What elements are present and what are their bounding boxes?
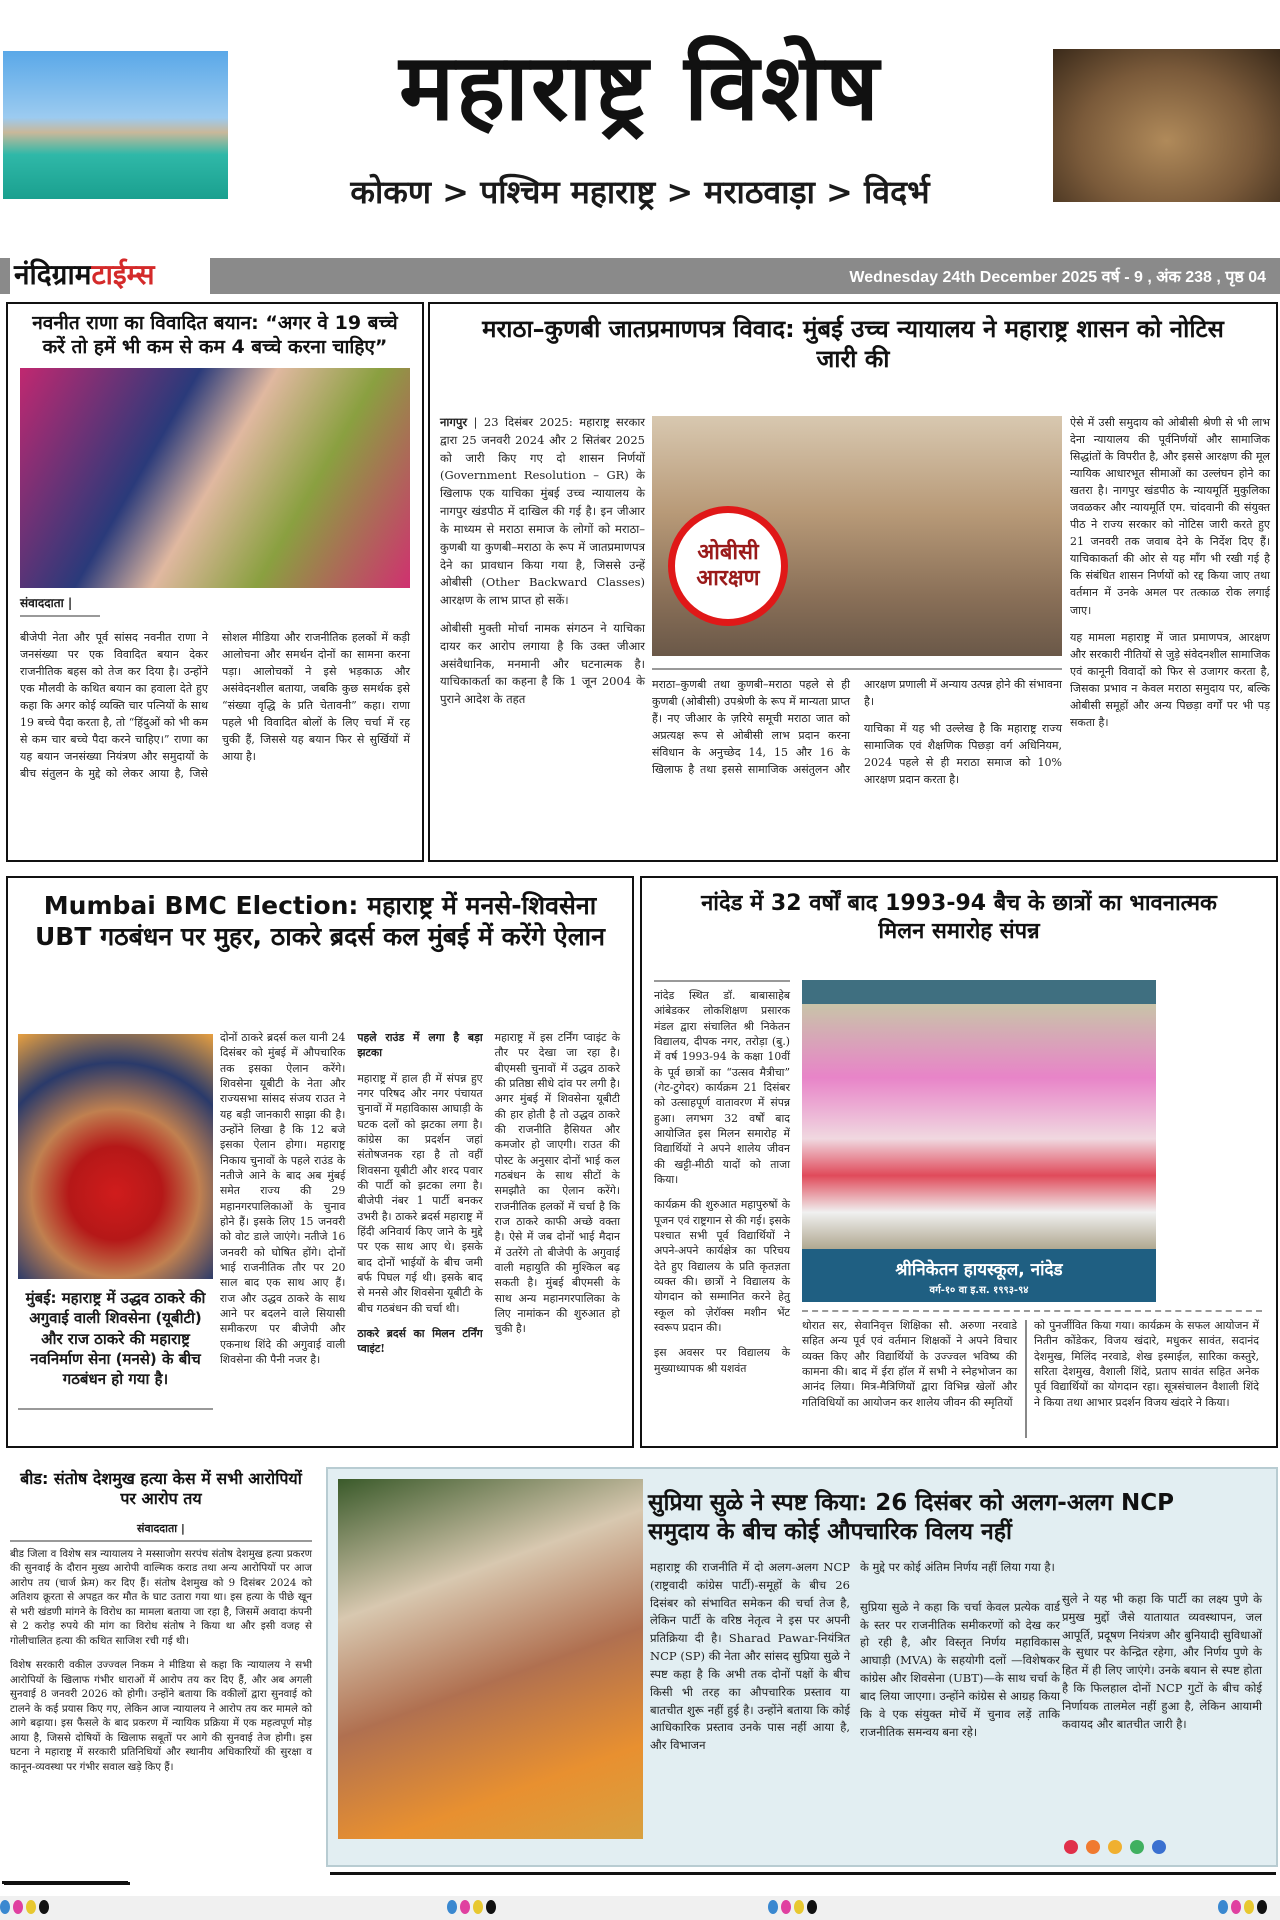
article-byline: संवाददाता | (10, 1521, 312, 1542)
article-headline: सुप्रिया सुळे ने स्पष्ट किया: 26 दिसंबर को अलग-अलग NCP समुदाय के बीच कोई औपचारिक विलय नहीं (648, 1490, 1174, 1545)
school-banner: श्रीनिकेतन हायस्कूल, नांदेड वर्ग-१० वा इ.स. १९९३-९४ (802, 1249, 1156, 1302)
article-supriya-sule (326, 1467, 1278, 1867)
reunion-photo-block (802, 980, 1156, 1302)
article-byline: संवाददाता | (20, 594, 100, 617)
article-col-3: को पुनर्जीवित किया गया। कार्यक्रम के सफल आयोजन में नितीन कोंडेकर, विजय खंदारे, मधुकर सावंत, सदानंद देशमुख, मिलिंद नरवाडे, शेख इस्माईल, सारिका कस्तुरे, सरिता देशमुख, वैशाली शिंदे, प्रताप सावंत सहित अनेक पूर्व विद्यार्थियों का योगदान रहा। सूत्रसंचालन वैशाली शिंदे ने किया तथा आभार प्रदर्शन विजय खंदारे ने किया। (1034, 1319, 1259, 1409)
ball-icon (1086, 1840, 1100, 1854)
divider (18, 1408, 213, 1410)
article-headline: नवनीत राणा का विवादित बयान: “अगर वे 19 बच्चे करें तो हमें भी कम से कम 4 बच्चे करना चाहिए” (32, 312, 398, 358)
article-col-3: सुले ने यह भी कहा कि पार्टी का लक्ष्य पुणे के प्रमुख मुद्दों जैसे यातायात व्यवस्थापन, जल आपूर्ति, प्रदूषण नियंत्रण और बुनियादी सुविधाओं के सुधार पर केन्द्रित रहेगा, और निर्णय पुणे के हित में ही लिए जाएंगे। उनके बयान से स्पष्ट होता है कि फिलहाल दोनों NCP गुटों के बीच कोई निर्णायक तालमेल नहीं हुआ है, लेकिन आयामी कवायद और बातचीत जारी है। (1062, 1592, 1262, 1731)
thackeray-brothers-photo (18, 1034, 213, 1279)
article-col-1: नागपुर | 23 दिसंबर 2025: महाराष्ट्र सरकार द्वारा 25 जनवरी 2024 और 2 सितंबर 2025 को जारी किए गए दो शासन निर्णयों (Government Resolution – GR) के खिलाफ एक याचिका मुंबई उच्च न्यायालय के नागपुर खंडपीठ में दाखिल की गई है। इन जीआर के माध्यम से मराठा समाज के लोगों को मराठा–कुणबी या कुणबी–मराठा के रूप में जातप्रमाणपत्र देने का प्रावधान किया गया है, जिससे उन्हें ओबीसी (Other Backward Classes) आरक्षण के लाभ प्राप्त हो सकें। ओबीसी मुक्ती मोर्चा नामक संगठन ने याचिका दायर कर आरोप लगाया है कि उक्त जीआर असंवैधानिक, मनमानी और घटनात्मक है। याचिकाकर्ता का कहना है कि 1 जून 2004 के पुराने आदेश के तहत (440, 415, 646, 707)
masthead-title: महाराष्ट्र विशेष (399, 34, 881, 141)
article-col-3: ऐसे में उसी समुदाय को ओबीसी श्रेणी से भी लाभ देना न्यायालय की पूर्वनिर्णयों और सामाजिक सिद्धांतों के विपरीत है, और इससे आरक्षण की मूल न्यायिक आधारभूत सीमाओं का उल्लंघन होने का खतरा है। नागपुर खंडपीठ के न्यायमूर्ति मुकुलिका जवळकर और न्यायमूर्ति एम. चांदवानी की संयुक्त पीठ ने राज्य सरकार को नोटिस जारी करते हुए 21 जनवरी तक जवाब देने के निर्देश दिए हैं। याचिकाकर्ता की ओर से यह माँग भी रखी गई है कि संबंधित शासन निर्णयों को रद्द किया जाए तथा वर्तमान में उनके अमल पर तत्काळ रोक लगाई जाए। यह मामला महाराष्ट्र में जात प्रमाणपत्र, आरक्षण और सरकारी नीतियों से जुड़े संवेदनशील सामाजिक एवं कानूनी विवादों को फिर से उजागर करता है, जिसका प्रभाव न केवल मराठा समुदाय पर, बल्कि ओबीसी समूहों और अन्य पिछड़ा वर्गों पर भी पड़ सकता है। (1070, 416, 1270, 729)
supriya-sule-ajit-pawar-photo (338, 1479, 643, 1839)
article-navneet-rana (6, 302, 424, 862)
registration-marks (0, 1900, 49, 1914)
article-headline: नांदेड में 32 वर्षों बाद 1993-94 बैच के छात्रों का भावनात्मक मिलन समारोह संपन्न (701, 891, 1217, 944)
article-col-1: नांदेड स्थित डॉ. बाबासाहेब आंबेडकर लोकशिक्षण प्रसारक मंडल द्वारा संचालित श्री निकेतन विद्यालय, दीपक नगर, तरोड़ा (बु.) में वर्ष 1993-94 के कक्षा 10वीं के पूर्व छात्रों का “उत्सव मैत्रीचा” (गेट-टुगेदर) कार्यक्रम 21 दिसंबर को उत्साहपूर्ण वातावरण में संपन्न हुआ। लगभग 32 वर्षों बाद आयोजित इस मिलन समारोह में विद्यार्थियों ने अपने शालेय जीवन की खट्टी-मीठी यादों को ताजा किया। कार्यक्रम की शुरुआत महापुरुषों के पूजन एवं राष्ट्रगान से की गई। इसके पश्चात सभी पूर्व विद्यार्थियों ने अपने-अपने कार्यक्षेत्र का परिचय देते हुए विद्यालय के प्रति कृतज्ञता व्यक्त की। छात्रों ने विद्यालय के योगदान को सम्मानित करने हेतु स्कूल को ज़ेरॉक्स मशीन भेंट स्वरूप प्रदान की। इस अवसर पर विद्यालय के मुख्याध्यापक श्री यशवंत (654, 989, 790, 1375)
article-col-2: थोरात सर, सेवानिवृत्त शिक्षिका सौ. अरुणा नरवाडे सहित अन्य पूर्व एवं वर्तमान शिक्षकों ने अपने विचार व्यक्त किए और विद्यार्थियों के उज्ज्वल भविष्य की कामना की। बाद में ईरा हॉल में सभी ने स्नेहभोजन का आनंद लिया। मित्र-मैत्रिणियों द्वारा विभिन्न खेलों और गतिविधियों का आयोजन कर शालेय जीवन की स्मृतियों (802, 1319, 1017, 1409)
dashed-divider (802, 1310, 1262, 1312)
article-bmc-election (6, 876, 634, 1448)
supriya-bottom-rule (330, 1872, 1276, 1875)
article-col-1: महाराष्ट्र की राजनीति में दो अलग-अलग NCP (राष्ट्रवादी कांग्रेस पार्टी)-समूहों के बीच 26 दिसंबर को संभावित समेकन की चर्चा तेज है, लेकिन पार्टी के वरिष्ठ नेतृत्व ने इस पर अपनी प्रतिक्रिया दी है। Sharad Pawar-नियंत्रित NCP (SP) की नेता और सांसद सुप्रिया सुळे ने स्पष्ट कहा है कि अभी तक दोनों पक्षों के बीच किसी भी तरह का औपचारिक प्रस्ताव या बातचीत शुरू नहीं हुई है। उन्होंने बताया कि कोई आधिकारिक प्रस्ताव उनके पास नहीं आया है, और विभाजन (650, 1560, 850, 1753)
beed-bottom-rule (2, 1881, 128, 1884)
article-headline: मराठा–कुणबी जातप्रमाणपत्र विवाद: मुंबई उच्च न्यायालय ने महाराष्ट्र शासन को नोटिस जारी की (482, 315, 1224, 373)
photo-top-band (802, 980, 1156, 1004)
article-mid-columns: मराठा–कुणबी तथा कुणबी–मराठा पहले से ही कुणबी (ओबीसी) उपश्रेणी के रूप में मान्यता प्राप्त हैं। नए जीआर के ज़रिये समूची मराठा जात को अप्रत्यक्ष रूप से ओबीसी लाभ प्रदान करना संविधान के अनुच्छेद 14, 15 और 16 के खिलाफ है तथा इससे सामाजिक असंतुलन और आरक्षण प्रणाली में अन्याय उत्पन्न होने की संभावना है। याचिका में यह भी उल्लेख है कि महाराष्ट्र राज्य सामाजिक एवं शैक्षणिक पिछड़ा वर्ग अधिनियम, 2024 पहले से ही मराठा समाज को 10% आरक्षण प्रदान करता है। (652, 678, 1062, 787)
print-registration-strip (0, 1896, 1280, 1920)
reunion-group-photo (802, 1004, 1156, 1249)
logo-text-black: नंदिग्राम (14, 258, 92, 291)
newspaper-logo[interactable] (10, 250, 210, 298)
ball-icon (1108, 1840, 1122, 1854)
article-headline: Mumbai BMC Election: महाराष्ट्र में मनसे-शिवसेना UBT गठबंधन पर मुहर, ठाकरे ब्रदर्स कल मुंबई में करेंगे ऐलान (34, 891, 606, 952)
article-beed-deshmukh (2, 1465, 320, 1885)
logo-text-red: टाईम्स (91, 258, 155, 291)
ball-icon (1130, 1840, 1144, 1854)
registration-marks (447, 1900, 496, 1914)
divider (654, 980, 790, 982)
decorative-balls (1064, 1839, 1174, 1858)
article-col-2: के मुद्दे पर कोई अंतिम निर्णय नहीं लिया गया है। सुप्रिया सुळे ने कहा कि चर्चा केवल प्रत्येक वार्ड के स्तर पर राजनीतिक समीकरणों को देख कर हो रही है, और विस्तृत निर्णय महाविकास आघाड़ी (MVA) के सहयोगी दलों —विशेषकर कांग्रेस और शिवसेना (UBT)—के साथ चर्चा के बाद लिया जाएगा। उन्होंने कांग्रेस से आग्रह किया कि वे एक संयुक्त मोर्चे में चुनाव लड़ें ताकि राजनीतिक समन्वय बना रहे। (860, 1560, 1060, 1739)
obc-reservation-image (652, 416, 1062, 656)
article-nanded-reunion (640, 876, 1278, 1448)
registration-marks (1218, 1900, 1267, 1914)
article-maratha-kunbi (428, 302, 1278, 862)
divider (652, 668, 1062, 670)
ball-icon (1064, 1840, 1078, 1854)
column-divider (1025, 1320, 1027, 1438)
masthead-regions: कोकण > पश्चिम महाराष्ट्र > मराठवाड़ा > विदर्भ (350, 173, 930, 211)
issue-dateline: Wednesday 24th December 2025 वर्ष - 9 , अंक 238 , पृष्ठ 04 (849, 269, 1266, 286)
article-body: बीड जिला व विशेष सत्र न्यायालय ने मस्साजोग सरपंच संतोष देशमुख हत्या प्रकरण की सुनवाई के दौरान मुख्य आरोपी वाल्मिक कराड तथा अन्य आरोपियों पर आज आरोप तय (चार्ज फ्रेम) कर दिए हैं। संतोष देशमुख को 9 दिसंबर 2024 को अतिशय क्रूरता से अपहृत कर मौत के घाट उतारा गया था। इस हत्या के पीछे खून से भरी खंडणी मांगने के विरोध का मामला बताया जा रहा है, जिसमें अवादा कंपनी से 2 करोड़ रुपये की मांग का विरोध संतोष ने किया था और इसी वजह से गोलीचालित हत्या की कथित साजिश रची गई थी। विशेष सरकारी वकील उज्ज्वल निकम ने मीडिया से कहा कि न्यायालय ने सभी आरोपियों के खिलाफ गंभीर धाराओं में आरोप तय कर दिए हैं, और अब अगली सुनवाई 8 जनवरी 2026 को होगी। उन्होंने बताया कि वकीलों द्वारा सुनवाई को टालने के कई प्रयास किए गए, लेकिन आज न्यायालय ने आरोप तय कर मामले को आगे बढ़ाया। इस फैसले के बाद प्रकरण में न्यायिक प्रक्रिया में एक महत्वपूर्ण मोड़ आया है, जिससे दोषियों के खिलाफ सबूतों पर आगे की सुनवाई तेज होगी। इस घटना ने महाराष्ट्र में सरकारी प्रतिनिधियों और स्थानीय अधिकारियों की सुरक्षा व कानून-व्यवस्था पर गंभीर सवाल खड़े किए हैं। (10, 1549, 312, 1773)
photo-caption: मुंबई: महाराष्ट्र में उद्धव ठाकरे की अगुवाई वाली शिवसेना (यूबीटी) और राज ठाकरे की महाराष्ट्र नवनिर्माण सेना (मनसे) के बीच गठबंधन हो गया है। (25, 1289, 206, 1388)
ball-icon (1152, 1840, 1166, 1854)
ellora-caves-image (1053, 49, 1280, 202)
registration-marks (768, 1900, 817, 1914)
article-body: दोनों ठाकरे ब्रदर्स कल यानी 24 दिसंबर को मुंबई में औपचारिक तक इसका ऐलान करेंगे। शिवसेना यूबीटी के नेता और राज्यसभा सांसद संजय राउत ने यह बड़ी जानकारी साझा की है। उन्होंने लिखा है कि 12 बजे इसका ऐलान होगा। महाराष्ट्र निकाय चुनावों के पहले राउंड के नतीजे आने के बाद अब मुंबई समेत राज्य की 29 महानगरपालिकाओं के चुनाव होने हैं। इसके लिए 15 जनवरी को वोट डाले जाएंगे। नतीजे 16 जनवरी को घोषित होंगे। दोनों भाई राजनीतिक तौर पर 20 साल बाद एक साथ आए हैं। राज और उद्धव ठाकरे के साथ आने पर बदलने वाले सियासी समीकरण पर बीजेपी और एकनाथ शिंदे की अगुवाई वाली शिवसेना की पैनी नजर है। पहले राउंड में लगा है बड़ा झटका महाराष्ट्र में हाल ही में संपन्न हुए नगर परिषद और नगर पंचायत चुनावों में महाविकास आघाड़ी के घटक दलों को झटका लगा है। कांग्रेस का प्रदर्शन जहां संतोषजनक रहा है तो वहीं शिवसना यूबीटी और शरद पवार की पार्टी को झटका लगा है। बीजेपी नंबर 1 पार्टी बनकर उभरी है। ठाकरे ब्रदर्स महाराष्ट्र में हिंदी अनिवार्य किए जाने के मुद्दे पर एक साथ आए थे। इसके बाद दोनों भाईयों के बीच जमी बर्फ पिघल गई थी। इसके बाद से मनसे और शिवसेना यूबीटी के बीच गठबंधन की चर्चा थी। ठाकरे ब्रदर्स का मिलन टर्निंग प्वाइंट! महाराष्ट्र में इस टर्निंग प्वाइंट के तौर पर देखा जा रहा है। बीएमसी चुनावों में उद्धव ठाकरे की प्रतिष्ठा सीधे दांव पर लगी है। अगर मुंबई में शिवसेना यूबीटी की हार होती है तो उद्धव ठाकरे की राजनीति हैसियत और कमजोर हो जाएगी। राउत की पोस्ट के अनुसार दोनों भाई कल गठबंधन के साथ सीटों के समझौते का ऐलान करेंगे। राजनीतिक हलकों में चर्चा है कि राज ठाकरे काफी अच्छे वक्ता है। ऐसे में जब दोनों भाई मैदान में उतरेंगे तो बीजेपी के अगुवाई वाली महायुति की मुश्किल बढ़ सकती है। मुंबई बीएमसी के साथ अन्य महानगरपालिका के लिए नामांकन की शुरुआत हो चुकी है। (220, 1031, 620, 1366)
article-headline: बीड: संतोष देशमुख हत्या केस में सभी आरोपियों पर आरोप तय (20, 1469, 302, 1508)
obc-stamp: ओबीसी आरक्षण (668, 506, 788, 626)
dateline-place: नागपुर (440, 415, 468, 429)
navneet-rana-photo (20, 368, 410, 588)
article-body: बीजेपी नेता और पूर्व सांसद नवनीत राणा ने जनसंख्या पर एक विवादित बयान देकर राजनीतिक बहस को तेज कर दिया है। उन्होंने एक मौलवी के कथित बयान का हवाला देते हुए कहा कि अगर कोई व्यक्ति चार पत्नियों के साथ 19 बच्चे पैदा करता है, तो “हिंदुओं को भी कम से कम चार बच्चे पैदा करने चाहिए।” राणा का यह बयान जनसंख्या नियंत्रण और समुदायों के बीच संतुलन के मुद्दे को लेकर आया है, जिसे सोशल मीडिया और राजनीतिक हलकों में कड़ी आलोचना और समर्थन दोनों का सामना करना पड़ा। आलोचकों ने इसे भड़काऊ और असंवेदनशील बताया, जबकि कुछ समर्थक इसे “संख्या वृद्धि के प्रति चेतावनी” कहा। राणा पहले भी विवादित बोलों के लिए चर्चा में रह चुकी हैं, जिससे यह बयान फिर से सुर्खियों में आया है। (20, 630, 410, 780)
